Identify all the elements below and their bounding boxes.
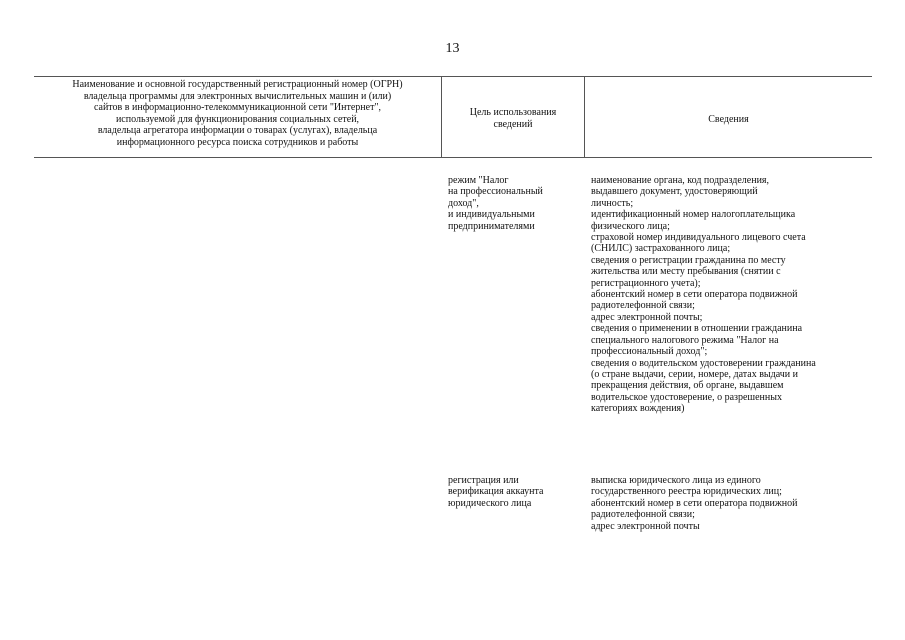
table-row-2-purpose: регистрация или верификация аккаунта юридического лица	[448, 475, 544, 509]
table-top-border	[34, 76, 872, 77]
table-row-2-info: выписка юридического лица из единого государственного реестра юридических лиц; абонентский номер в сети оператора подвижной радиотелефонной связи; адрес электронной почты	[591, 475, 798, 532]
column-header-purpose: Цель использования сведений	[469, 107, 557, 130]
column-header-owner: Наименование и основной государственный регистрационный номер (ОГРН) владельца программы для электронных вычислительных машин и (или) сайтов в информационно-телекоммуникационной сети "Интернет", используемой для функционирования социальных сетей, владельца агрегатора информации о товарах (услугах), владельца информационного ресурса поиска сотрудников и работы	[72, 79, 403, 148]
table-row-1-purpose: режим "Налог на профессиональный доход", и индивидуальными предпринимателями	[448, 175, 543, 232]
page-number: 13	[445, 41, 460, 56]
table-header-bottom-border	[34, 157, 872, 158]
table-row-1-info: наименование органа, код подразделения, выдавшего документ, удостоверяющий личность; идентификационный номер налогоплательщика физического лица; страховой номер индивидуального лицевого счета (СНИЛС) застрахованного лица; сведения о регистрации гражданина по месту жительства или месту пребывания (снятии с регистрационного учета); абонентский номер в сети оператора подвижной радиотелефонной связи; адрес электронной почты; сведения о применении в отношении гражданина специального налогового режима "Налог на профессиональный доход"; сведения о водительском удостоверении гражданина (о стране выдачи, серии, номере, датах выдачи и прекращения действия, об органе, выдавшем водительское удостоверение, о разрешенных категориях вождения)	[591, 175, 816, 415]
column-header-info: Сведения	[708, 114, 749, 125]
